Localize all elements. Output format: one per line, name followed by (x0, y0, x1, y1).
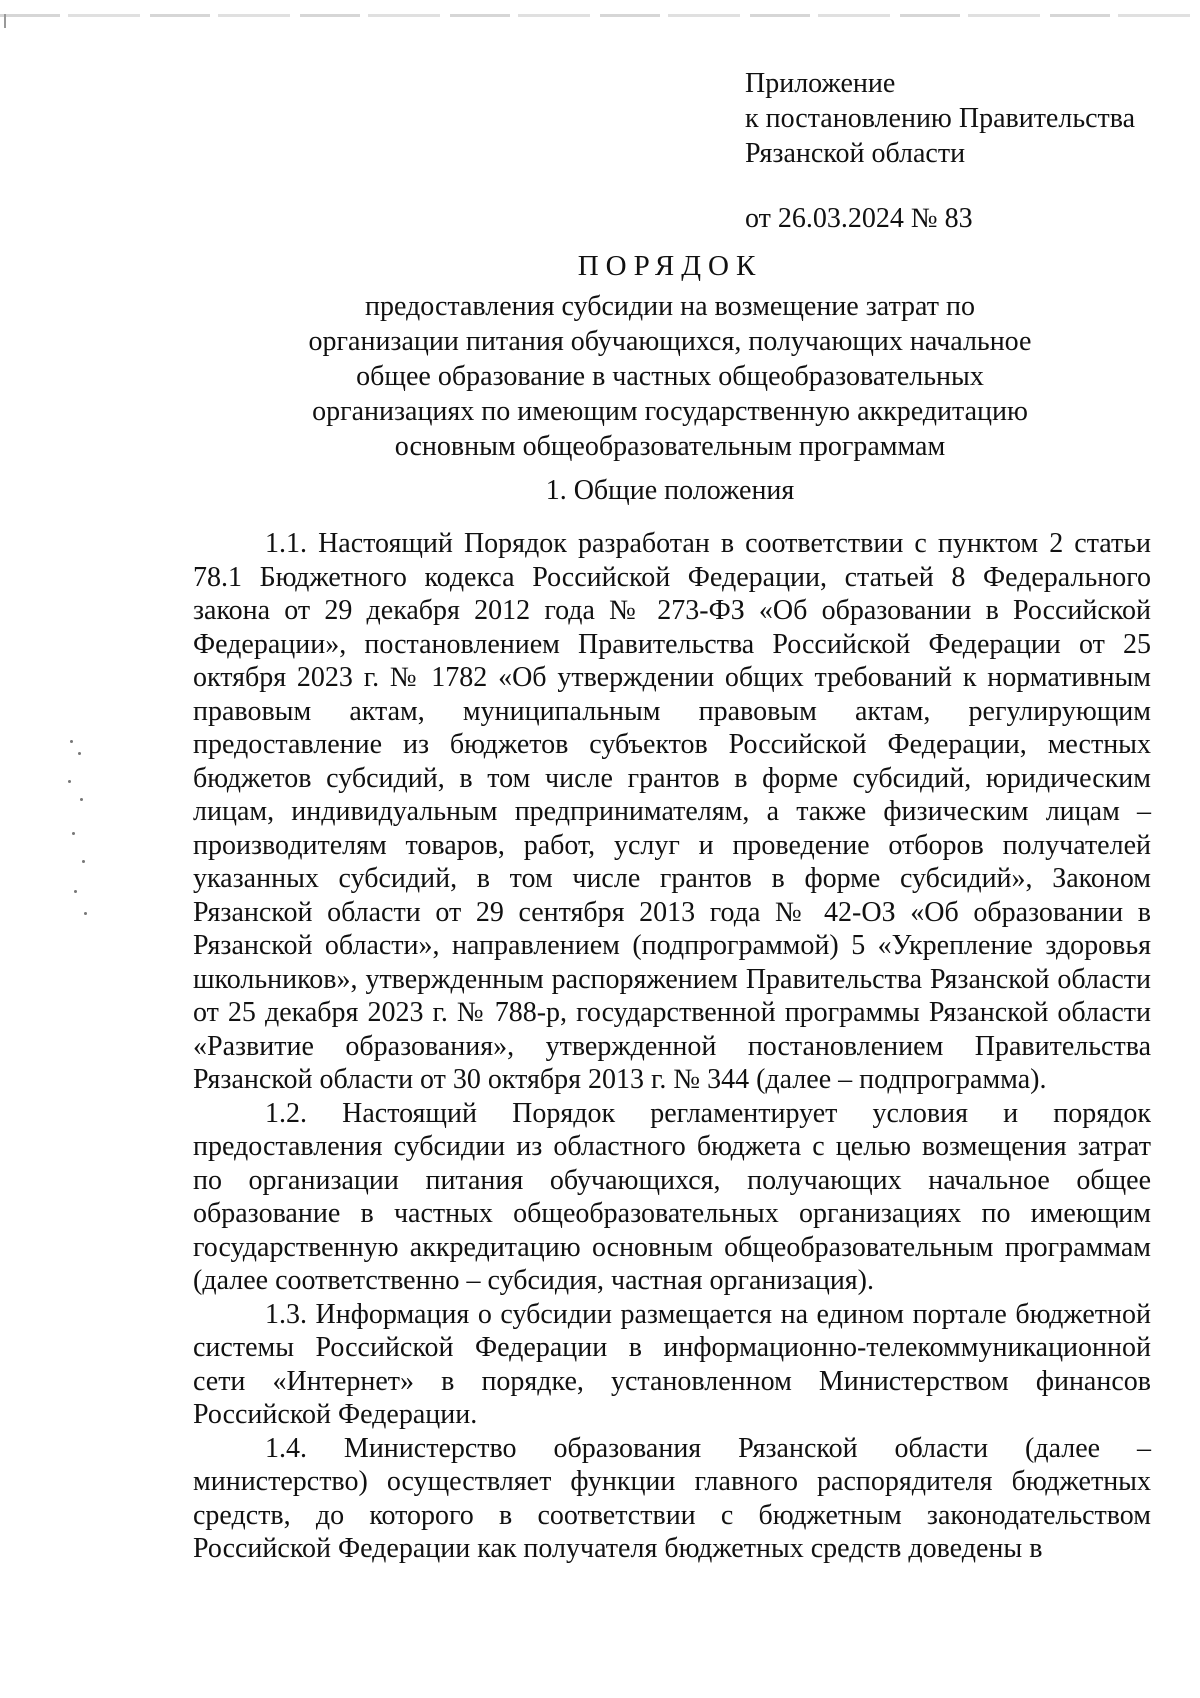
appendix-resolution-ref: к постановлению Правительства (745, 103, 1136, 134)
document-subtitle (190, 289, 1150, 464)
paragraph-1-1: 1.1. Настоящий Порядок разработан в соответствии с пунктом 2 статьи 78.1 Бюджетного кодекса Российской Федерации, статьей 8 Федерального закона от 29 декабря 2012 года № 273-ФЗ «Об образовании в Российской Федерации», постановлением Правительства Российской Федерации от 25 октября 2023 г. № 1782 «Об утверждении общих требований к нормативным правовым актам, муниципальным правовым актам, регулирующим предоставление из бюджетов субъектов Российской Федерации, местных бюджетов субсидий, в том числе грантов в форме субсидий, юридическим лицам, индивидуальным предпринимателям, а также физическим лицам – производителям товаров, работ, услуг и проведение отборов получателей указанных субсидий, в том числе грантов в форме субсидий», Законом Рязанской области от 29 сентября 2013 года № 42-ОЗ «Об образовании в Рязанской области», направлением (подпрограммой) 5 «Укрепление здоровья школьников», утвержденным распоряжением Правительства Рязанской области от 25 декабря 2023 г. № 788-р, государственной программы Рязанской области «Развитие образования», утвержденной постановлением Правительства Рязанской области от 30 октября 2013 г. № 344 (далее – подпрограмма). (193, 528, 1151, 1095)
document-title: ПОРЯДОК (577, 250, 763, 282)
document-title-block (190, 248, 1150, 464)
subtitle-line: предоставления субсидии на возмещение затрат по (365, 291, 975, 322)
paragraph-1-4: 1.4. Министерство образования Рязанской области (далее – министерство) осуществляет функции главного распорядителя бюджетных средств, до которого в соответствии с бюджетным законодательством Российской Федерации как получателя бюджетных средств доведены в (193, 1432, 1151, 1564)
subtitle-line: организациях по имеющим государственную аккредитацию (312, 396, 1028, 427)
scan-edge-artifact (0, 14, 1200, 17)
subtitle-line: организации питания обучающихся, получающих начальное (308, 326, 1032, 357)
scan-corner-mark (4, 14, 6, 28)
appendix-label: Приложение (745, 68, 896, 99)
subtitle-line: общее образование в частных общеобразовательных (356, 361, 984, 392)
document-body (193, 527, 1151, 1566)
appendix-block (745, 66, 1135, 236)
appendix-date-number: от 26.03.2024 № 83 (745, 203, 973, 234)
appendix-region: Рязанской области (745, 138, 966, 169)
subtitle-line: основным общеобразовательным программам (394, 431, 946, 462)
paragraph-1-2: 1.2. Настоящий Порядок регламентирует условия и порядок предоставления субсидии из областного бюджета с целью возмещения затрат по организации питания обучающихся, получающих начальное общее образование в частных общеобразовательных организациях по имеющим государственную аккредитацию основным общеобразовательным программам (далее соответственно – субсидия, частная организация). (193, 1097, 1151, 1296)
scan-specks (60, 740, 100, 940)
section-heading: 1. Общие положения (545, 475, 795, 506)
paragraph-1-3: 1.3. Информация о субсидии размещается на едином портале бюджетной системы Российской Федерации в информационно-телекоммуникационной сети «Интернет» в порядке, установленном Министерством финансов Российской Федерации. (193, 1298, 1151, 1430)
